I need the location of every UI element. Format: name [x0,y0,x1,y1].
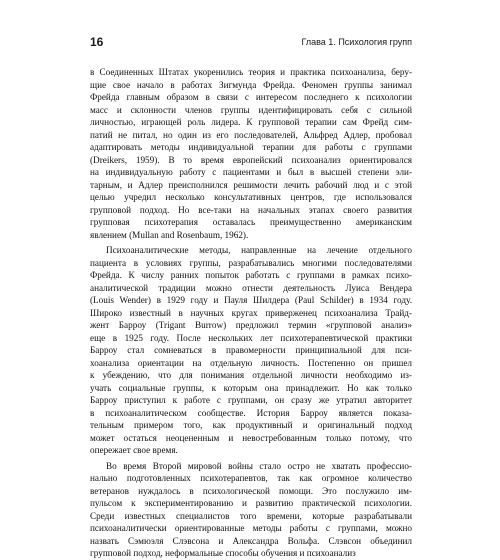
text-line: пульсом к экспериментированию и развитию практической психологии. [90,498,412,508]
text-line: нально подготовленных психотерапевтов, так как огромное количество [90,473,412,483]
running-head: Глава 1. Психология групп [301,37,412,47]
text-line: Барроу стал сомневаться в правомерности принципиальной для пси- [90,345,412,355]
text-line: пациента в условиях группы, разрабатывались многими последователями [90,257,412,268]
text-line: личностью, играющей роль лидера. К групповой терапии сам Фрейд сим- [90,117,412,127]
text-line: в психоаналитическом сообществе. История Барроу является показа- [90,407,412,418]
text-line: групповой подход. Но все-таки на начальных этапах своего развития [90,204,412,215]
text-line: Фрейда главным образом в связи с интересом последнего к психологии [90,92,412,102]
text-line: назвать Сэмюэля Слэвсона и Александра Вольфа. Слэвсон объединил [90,535,412,546]
text-line: адаптировать методы индивидуальной терапии для работы с группами [90,142,412,152]
text-line: тарным, и Адлер преисполнился решимости лечить рабочий люд и с этой [90,179,412,190]
paragraph [90,66,412,241]
text-line: учать социальные группы, к которым она принадлежит. Но как только [90,382,412,393]
text-line: ветеранов нуждалось в психологической помощи. Это послужило им- [90,485,412,496]
paragraph [90,244,412,457]
text-line: еще в 1925 году. После нескольких лет психотерапевтической практики [90,332,412,343]
text-line: жент Барроу (Trigant Burrow) предложил термин «групповой анализ» [90,320,412,330]
text-line: опережает свое время. [90,445,178,455]
text-line: групповая психотерапия оставалась преимущественно американским [90,217,412,227]
body-text [90,66,412,560]
text-line: аналитической традиции можно отнести деятельность Луиса Вендера [90,282,412,293]
text-line: масс и склонности членов группы идентифицировать себя с сильной [90,104,412,115]
text-line: целью учредил несколько консультативных центров, где использовался [90,192,412,202]
page-header [90,35,412,51]
text-line: (Louis Wender) в 1929 году и Пауля Шилдера (Paul Schilder) в 1934 году. [90,295,412,305]
text-line: явлением (Mullan and Rosenbaum, 1962). [90,229,249,240]
text-line: к убеждению, что для понимания отдельной личности необходимо из- [90,370,412,380]
text-line: патий не питал, но один из его последователей, Альфред Адлер, пробовал [90,129,412,140]
text-line: хоанализа ориентации на отдельную личность. Постепенно он пришел [90,357,412,368]
text-line: Психоаналитические методы, направленные на лечение отдельного [106,245,412,255]
page-number: 16 [90,35,104,49]
paragraph [90,460,412,560]
text-line: в Соединенных Штатах укоренились теория и практика психоанализа, беру- [90,67,412,77]
text-line: может остаться неоцененным и невостребованным только потому, что [90,432,412,443]
text-line: на индивидуальную работу с пациентами и был в высшей степени эли- [90,167,412,177]
text-line: групповой подход, неформальные способы обучения и психоанализ [90,548,356,558]
text-line: тельным примером того, как продуктивный и оригинальный подход [90,420,412,430]
text-line: Фрейда. К числу ранних попыток работать с группами в рамках психо- [90,270,412,280]
text-line: психоаналитически ориентированные методы работы с группами, можно [90,523,412,533]
text-line: Во время Второй мировой войны стало остро не хватать профессио- [106,460,412,471]
text-line: Барроу приступил к работе с группами, он сразу же утратил авторитет [90,395,412,405]
text-line: Широко известный в научных кругах приверженец психоанализа Трайд- [90,307,412,318]
text-line: щие свое начало в работах Зигмунда Фрейда. Феномен группы занимал [90,79,412,90]
text-line: Среди известных специалистов того времени, которые разрабатывали [90,510,412,521]
text-line: (Dreikers, 1959). В то время европейский психоанализ ориентировался [90,154,412,165]
